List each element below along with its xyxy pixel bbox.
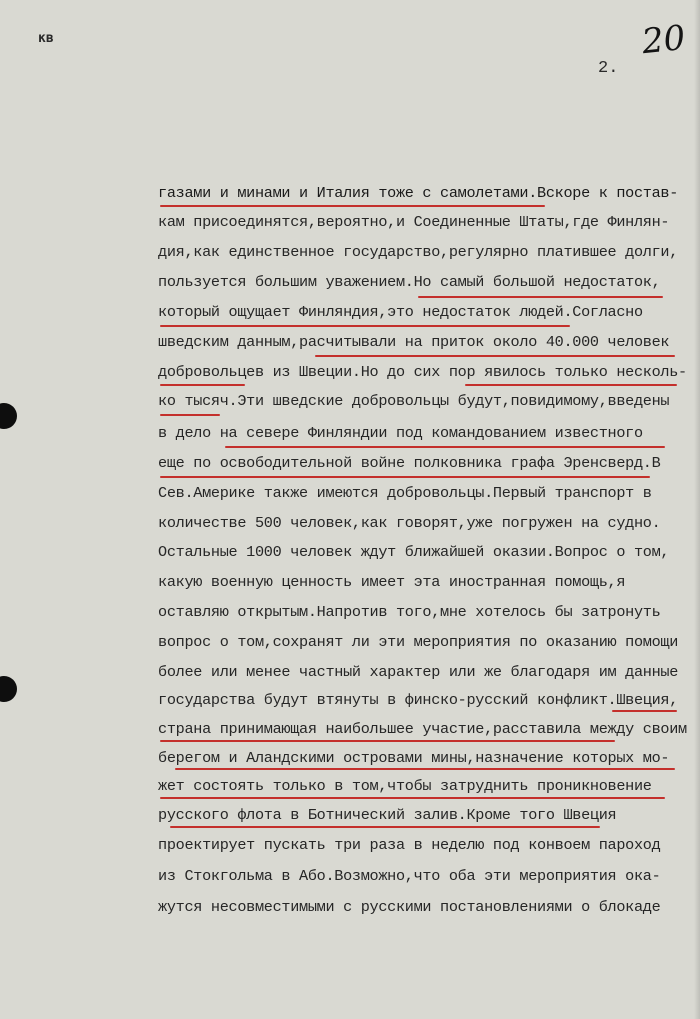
text-line: жутся несовместимыми с русскими постановлениями о блокаде	[158, 898, 661, 916]
text-line: проектирует пускать три раза в неделю под конвоем пароход	[158, 836, 661, 854]
red-underline	[612, 710, 677, 712]
text-line: дия,как единственное государство,регулярно платившее долги,	[158, 243, 679, 261]
red-underline	[418, 296, 663, 298]
text-line: какую военную ценность имеет эта иностранная помощь,я	[158, 573, 626, 591]
red-underline	[160, 414, 220, 416]
text-line: из Стокгольма в Або.Возможно,что оба эти мероприятия ока-	[158, 867, 661, 885]
text-line: кам присоединятся,вероятно,и Соединенные Штаты,где Финлян-	[158, 213, 670, 231]
text-line: русского флота в Ботнический залив.Кроме того Швеция	[158, 806, 617, 824]
text-line: в дело на севере Финляндии под командованием известного	[158, 424, 643, 442]
red-underline	[225, 446, 665, 448]
text-line: ко тысяч.Эти шведские добровольцы будут,повидимому,введены	[158, 392, 670, 410]
red-underline	[175, 768, 675, 770]
text-line: который ощущает Финляндия,это недостаток людей.Согласно	[158, 303, 643, 321]
page-edge-shadow	[694, 0, 700, 1019]
text-line: еще по освободительной войне полковника графа Эренсверд.В	[158, 454, 661, 472]
handwritten-folio-number: 20	[640, 17, 688, 63]
red-underline	[465, 384, 677, 386]
text-line: жет состоять только в том,чтобы затруднить проникновение	[158, 777, 652, 795]
red-underline	[170, 826, 600, 828]
text-line: вопрос о том,сохранят ли эти мероприятия по оказанию помощи	[158, 633, 679, 651]
text-line: добровольцев из Швеции.Но до сих пор явилось только несколь-	[158, 363, 687, 381]
page-number: 2.	[598, 59, 619, 78]
text-line: берегом и Аландскими островами мины,назначение которых мо-	[158, 749, 670, 767]
text-line: страна принимающая наибольшее участие,расставила между своим	[158, 720, 687, 738]
text-line: шведским данным,расчитывали на приток около 40.000 человек	[158, 333, 670, 351]
red-underline	[160, 205, 545, 207]
text-line: пользуется большим уважением.Но самый большой недостаток,	[158, 273, 661, 291]
red-underline	[160, 797, 665, 799]
text-line: Сев.Америке также имеются добровольцы.Первый транспорт в	[158, 484, 652, 502]
text-line: более или менее частный характер или же благодаря им данные	[158, 663, 679, 681]
text-line: количестве 500 человек,как говорят,уже погружен на судно.	[158, 514, 661, 532]
text-line: государства будут втянуты в финско-русский конфликт.Швеция,	[158, 691, 679, 709]
red-underline	[315, 355, 675, 357]
red-underline	[160, 476, 650, 478]
corner-code: кв	[38, 31, 54, 46]
text-line: газами и минами и Италия тоже с самолетами.Вскоре к постав-	[158, 184, 679, 202]
red-underline	[160, 384, 245, 386]
red-underline	[160, 740, 615, 742]
red-underline	[160, 325, 570, 327]
punch-hole-lower	[0, 676, 17, 702]
punch-hole-upper	[0, 403, 17, 429]
text-line: Остальные 1000 человек ждут ближайшей оказии.Вопрос о том,	[158, 543, 670, 561]
text-line: оставляю открытым.Напротив того,мне хотелось бы затронуть	[158, 603, 661, 621]
